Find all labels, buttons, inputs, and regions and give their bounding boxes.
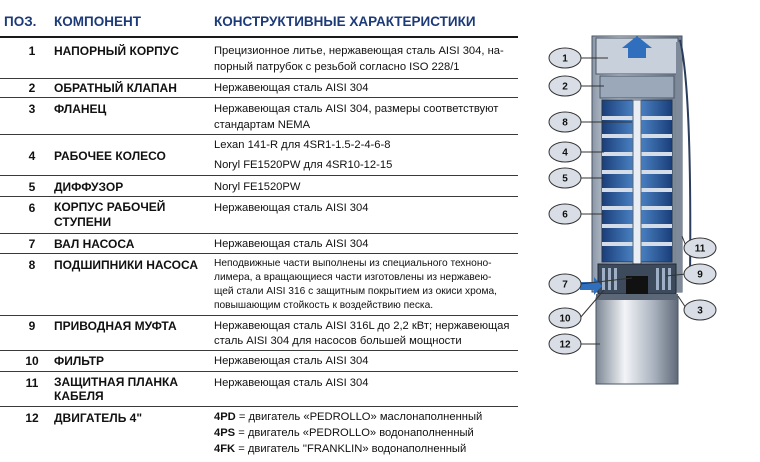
header-component: КОМПОНЕНТ (54, 14, 141, 29)
row-6-name-1: КОРПУС РАБОЧЕЙ (54, 200, 166, 214)
row-8-desc-2: лимера, а вращающиеся части изготовлены из нержавею- (214, 272, 492, 283)
motor-body (596, 298, 678, 384)
row-8-desc-1: Неподвижные части выполнены из специального техноно- (214, 258, 492, 269)
pump-shaft (633, 100, 641, 290)
row-9-name: ПРИВОДНАЯ МУФТА (54, 319, 177, 333)
motor-flange (596, 294, 678, 300)
callout-8-label: 8 (562, 117, 568, 129)
row-3-desc-1: Нержавеющая сталь AISI 304, размеры соответствуют (214, 103, 499, 115)
row-divider (0, 134, 518, 135)
header-divider (0, 36, 518, 38)
row-5-num: 5 (28, 180, 36, 194)
row-1-desc-2: порный патрубок с резьбой согласно ISO 228/1 (214, 61, 460, 73)
engine-4ps (214, 426, 474, 441)
row-divider (0, 315, 518, 316)
row-8-num: 8 (28, 258, 36, 272)
row-2-num: 2 (28, 81, 36, 95)
row-5-desc-1: Noryl FE1520PW (214, 181, 301, 193)
row-divider (0, 175, 518, 176)
row-8-desc-3: щей стали AISI 316 с защитным покрытием из окиси хрома, (214, 286, 497, 297)
row-divider (0, 253, 518, 254)
callout-5-label: 5 (562, 173, 568, 185)
callout-7-label: 7 (562, 279, 568, 291)
row-11-desc-1: Нержавеющая сталь AISI 304 (214, 377, 369, 389)
row-6-desc-1: Нержавеющая сталь AISI 304 (214, 202, 369, 214)
row-7-num: 7 (28, 237, 36, 251)
engine-text: = двигатель «PEDROLLO» маслонаполненный (235, 411, 483, 423)
pump-illustration (540, 30, 720, 386)
row-4-num: 4 (28, 149, 36, 163)
engine-4fk (214, 442, 466, 457)
callout-1-label: 1 (562, 53, 568, 65)
callout-4-label: 4 (562, 147, 568, 159)
row-7-name: ВАЛ НАСОСА (54, 237, 135, 251)
row-11-name-1: ЗАЩИТНАЯ ПЛАНКА (54, 375, 179, 389)
row-divider (0, 406, 518, 407)
row-3-name: ФЛАНЕЦ (54, 102, 107, 116)
row-divider (0, 350, 518, 351)
cable-guard (676, 42, 682, 292)
row-6-num: 6 (28, 201, 36, 215)
row-10-num: 10 (25, 354, 39, 368)
row-4-desc-2: Noryl FE1520PW для 4SR10-12-15 (214, 159, 393, 171)
row-9-desc-2: сталь AISI 304 для насосов большей мощности (214, 335, 462, 347)
row-8-desc-4: повышающим стойкость к воздействию песка. (214, 300, 434, 311)
row-divider (0, 196, 518, 197)
row-2-desc-1: Нержавеющая сталь AISI 304 (214, 82, 369, 94)
row-11-num: 11 (25, 376, 39, 390)
engine-4pd (214, 410, 482, 425)
row-11-name-2: КАБЕЛЯ (54, 389, 104, 403)
check-valve (600, 76, 674, 98)
row-1-name: НАПОРНЫЙ КОРПУС (54, 44, 179, 58)
engine-code: 4PS (214, 427, 236, 439)
callout-9-label: 9 (697, 269, 703, 281)
engine-text: = двигатель «PEDROLLO» водонаполненный (235, 427, 474, 439)
callout-2-label: 2 (562, 81, 568, 93)
row-divider (0, 78, 518, 79)
row-12-num: 12 (25, 411, 39, 425)
engine-code: 4PD (214, 411, 236, 423)
engine-text: = двигатель ''FRANKLIN» водонаполненный (235, 443, 467, 455)
callout-3-label: 3 (697, 305, 703, 317)
row-divider (0, 371, 518, 372)
engine-code: 4FK (214, 443, 236, 455)
row-10-desc-1: Нержавеющая сталь AISI 304 (214, 355, 369, 367)
row-4-name: РАБОЧЕЕ КОЛЕСО (54, 149, 166, 163)
header-spec: КОНСТРУКТИВНЫЕ ХАРАКТЕРИСТИКИ (214, 14, 476, 29)
row-divider (0, 233, 518, 234)
callout-11-label: 11 (694, 243, 706, 255)
row-6-name-2: СТУПЕНИ (54, 215, 112, 229)
callout-6-label: 6 (562, 209, 568, 221)
header-pos: ПОЗ. (4, 14, 37, 29)
row-12-name: ДВИГАТЕЛЬ 4" (54, 411, 143, 425)
row-5-name: ДИФФУЗОР (54, 180, 124, 194)
row-9-desc-1: Нержавеющая сталь AISI 316L до 2,2 кВт; нержавеющая (214, 320, 510, 332)
row-7-desc-1: Нержавеющая сталь AISI 304 (214, 238, 369, 250)
row-8-name: ПОДШИПНИКИ НАСОСА (54, 258, 198, 272)
row-2-name: ОБРАТНЫЙ КЛАПАН (54, 81, 177, 95)
row-10-name: ФИЛЬТР (54, 354, 105, 368)
callout-12-label: 12 (559, 339, 571, 351)
row-4-desc-1: Lexan 141-R для 4SR1-1.5-2-4-6-8 (214, 139, 391, 151)
row-1-num: 1 (28, 44, 36, 58)
row-3-num: 3 (28, 102, 36, 116)
row-divider (0, 97, 518, 98)
row-1-desc-1: Прецизионное литье, нержавеющая сталь AISI 304, на- (214, 45, 504, 57)
row-9-num: 9 (28, 319, 36, 333)
callout-10-label: 10 (559, 313, 571, 325)
row-3-desc-2: стандартам NEMA (214, 119, 311, 131)
